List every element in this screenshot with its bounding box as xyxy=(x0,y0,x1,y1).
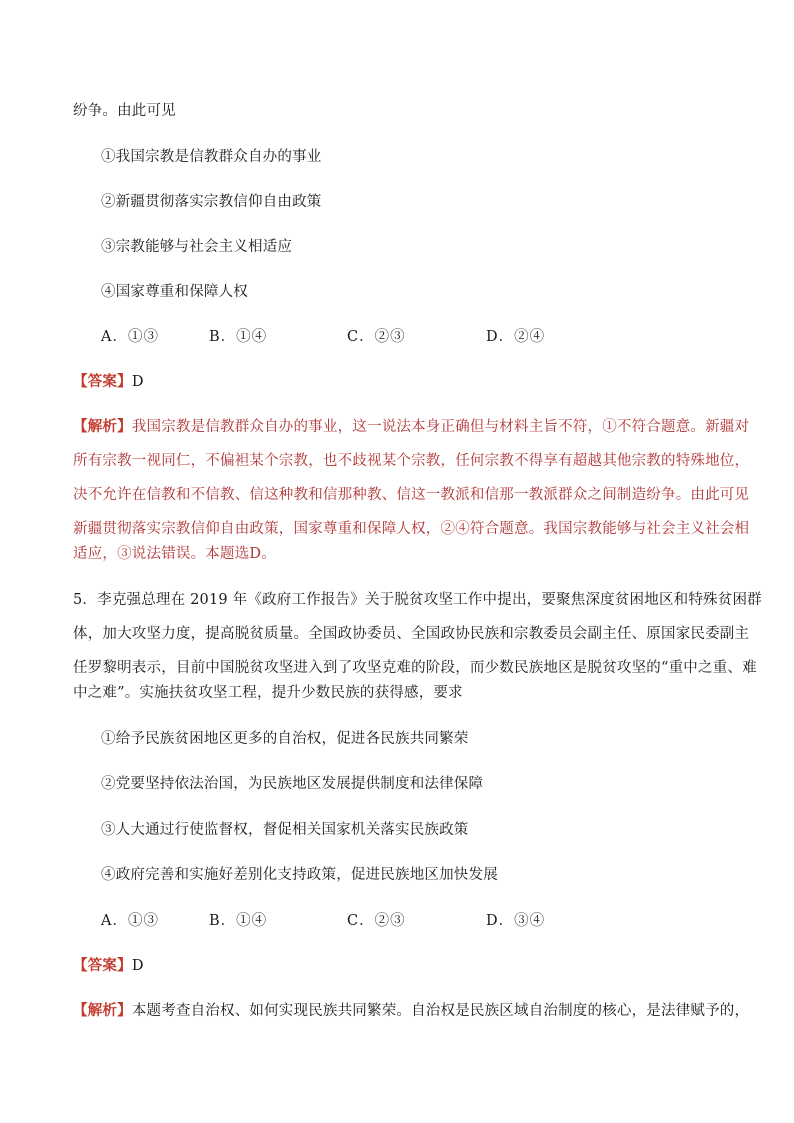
answer-tag: 【答案】 xyxy=(73,957,132,974)
q4-answer xyxy=(73,372,733,392)
q4-stem-tail: 纷争。由此可见 xyxy=(73,103,176,119)
q4-option-c: C．②③ xyxy=(347,329,406,345)
q4-analysis-line-4: 新疆贯彻落实宗教信仰自由政策，国家尊重和保障人权，②④符合题意。我国宗教能够与社会主义社会相 xyxy=(73,521,750,537)
q5-item-4: ④政府完善和实施好差别化支持政策，促进民族地区加快发展 xyxy=(101,867,498,883)
analysis-tag: 【解析】 xyxy=(73,418,132,435)
q4-analysis-line-2: 所有宗教一视同仁，不偏袒某个宗教，也不歧视某个宗教，任何宗教不得享有超越其他宗教的特殊地位， xyxy=(73,453,750,469)
q5-option-c: C．②③ xyxy=(347,913,406,929)
analysis-tag: 【解析】 xyxy=(73,1002,132,1019)
q4-analysis-line-5: 适应，③说法错误。本题选D。 xyxy=(73,546,276,562)
q5-option-b: B．①④ xyxy=(209,913,268,929)
q4-analysis-line-3: 决不允许在信教和不信教、信这种教和信那种教、信这一教派和信那一教派群众之间制造纷争。由此可见 xyxy=(73,487,750,503)
q4-option-d: D．②④ xyxy=(486,329,546,345)
analysis-text: 本题考查自治权、如何实现民族共同繁荣。自治权是民族区域自治制度的核心，是法律赋予的， xyxy=(131,1003,750,1019)
q5-answer xyxy=(73,956,733,976)
answer-tag: 【答案】 xyxy=(73,373,132,390)
q5-stem-line-4: 中之难”。实施扶贫攻坚工程，提升少数民族的获得感，要求 xyxy=(73,685,463,701)
q5-item-1: ①给予民族贫困地区更多的自治权，促进各民族共同繁荣 xyxy=(101,731,469,747)
answer-value: D xyxy=(131,958,144,974)
q4-option-a: A．①③ xyxy=(101,329,159,345)
q4-item-3: ③宗教能够与社会主义相适应 xyxy=(101,239,293,255)
q5-item-2: ②党要坚持依法治国，为民族地区发展提供制度和法律保障 xyxy=(101,776,484,792)
q4-item-4: ④国家尊重和保障人权 xyxy=(101,284,248,300)
q4-analysis-line-1 xyxy=(73,417,750,437)
answer-value: D xyxy=(131,374,144,390)
analysis-text: 我国宗教是信教群众自办的事业，这一说法本身正确但与材料主旨不符，①不符合题意。新疆对 xyxy=(131,419,750,435)
q5-analysis-line-1 xyxy=(73,1001,750,1021)
q4-item-1: ①我国宗教是信教群众自办的事业 xyxy=(101,149,322,165)
q4-option-b: B．①④ xyxy=(209,329,268,345)
q5-item-3: ③人大通过行使监督权，督促相关国家机关落实民族政策 xyxy=(101,822,469,838)
q5-option-a: A．①③ xyxy=(101,913,159,929)
q5-stem-line-2: 体，加大攻坚力度，提高脱贫质量。全国政协委员、全国政协民族和宗教委员会副主任、原国家民委副主 xyxy=(73,626,750,642)
q5-stem-line-3: 任罗黎明表示，目前中国脱贫攻坚进入到了攻坚克难的阶段，而少数民族地区是脱贫攻坚的“重中之重、难 xyxy=(73,660,757,676)
q4-item-2: ②新疆贯彻落实宗教信仰自由政策 xyxy=(101,194,322,210)
q5-option-d: D．③④ xyxy=(486,913,546,929)
q5-stem-line-1: 5．李克强总理在 2019 年《政府工作报告》关于脱贫攻坚工作中提出，要聚焦深度贫困地区和特殊贫困群 xyxy=(73,592,762,608)
